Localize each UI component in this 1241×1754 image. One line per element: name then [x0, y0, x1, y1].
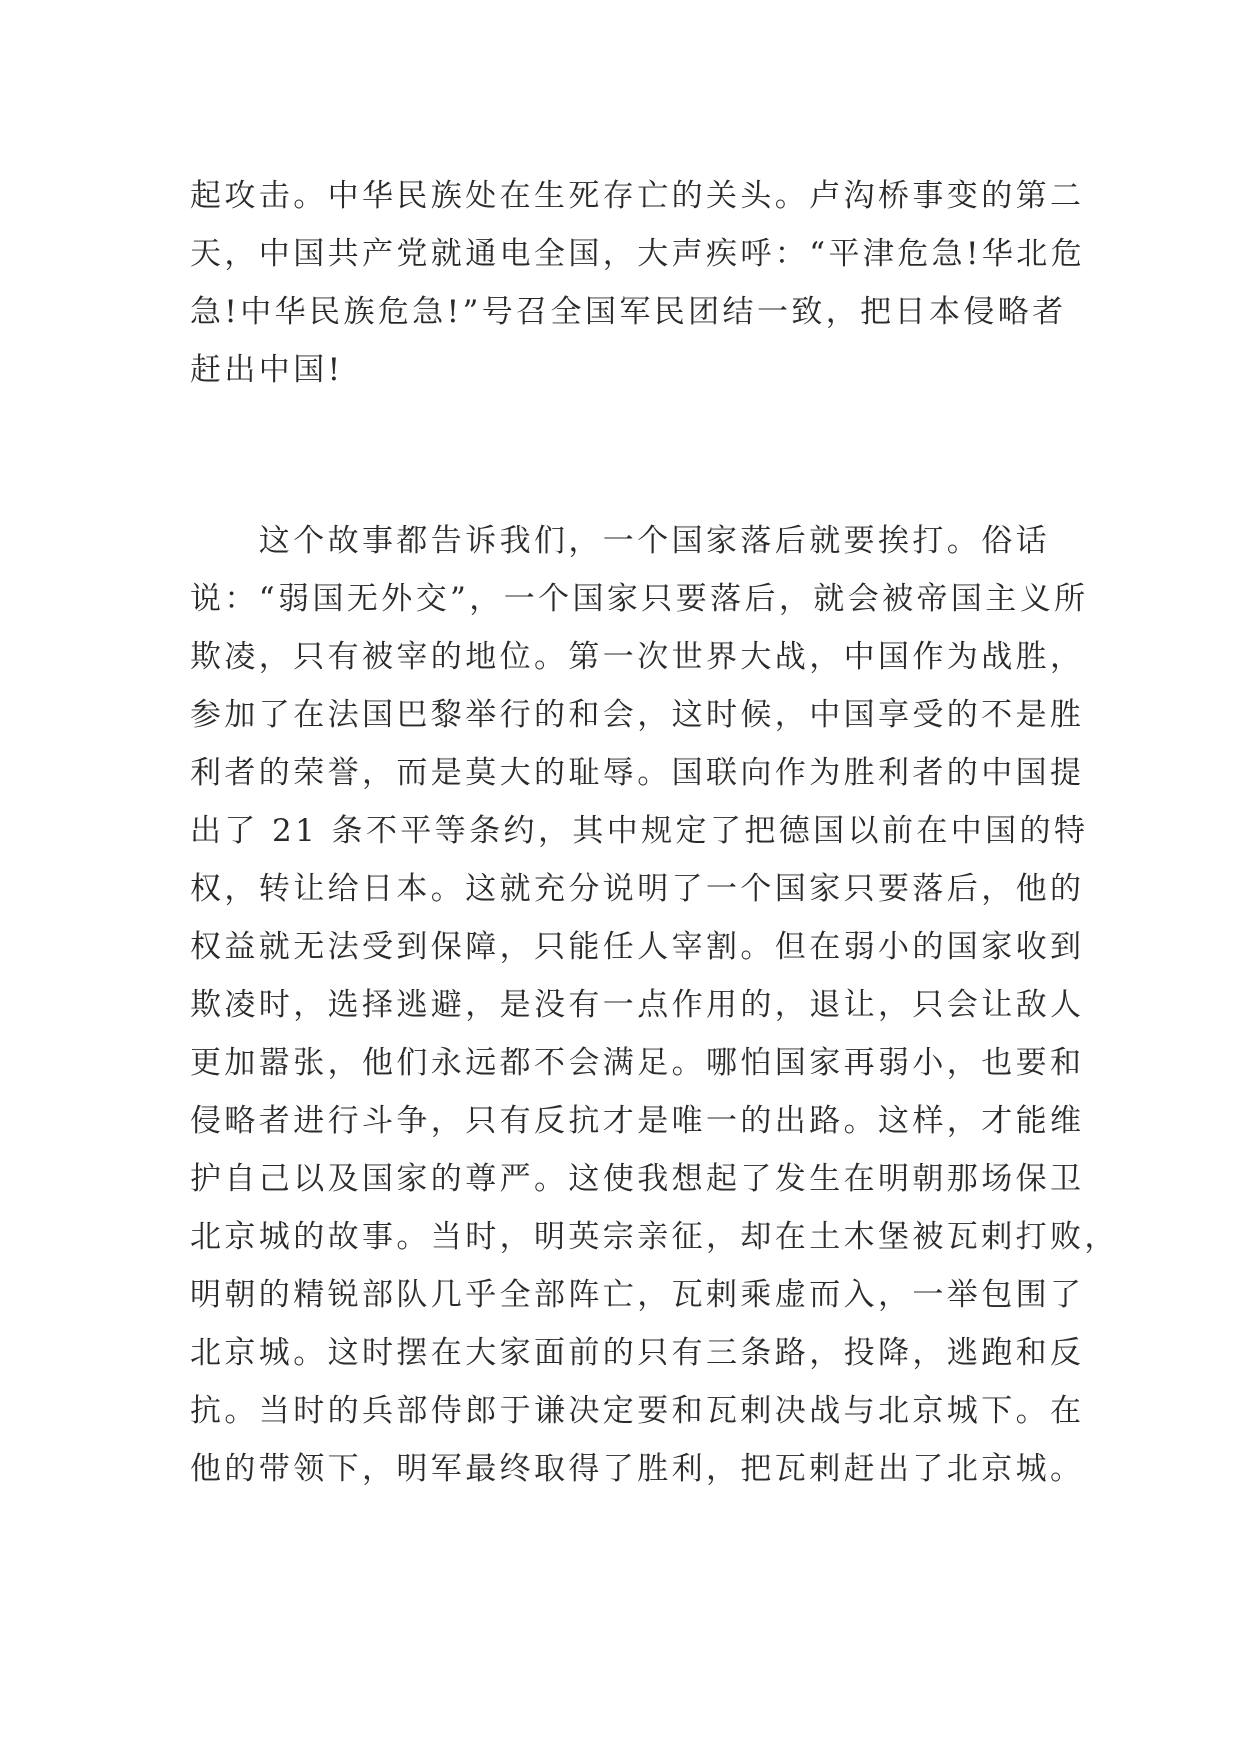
text-line: 权益就无法受到保障，只能任人宰割。但在弱小的国家收到 — [190, 929, 1085, 965]
text-line: 说：“弱国无外交”，一个国家只要落后，就会被帝国主义所 — [190, 581, 1089, 617]
text-line: 急!中华民族危急!”号召全国军民团结一致，把日本侵略者 — [190, 294, 1067, 330]
text-line: 更加嚣张，他们永远都不会满足。哪怕国家再弱小，也要和 — [190, 1045, 1085, 1081]
text-line: 护自己以及国家的尊严。这使我想起了发生在明朝那场保卫 — [190, 1161, 1085, 1197]
text-line: 北京城的故事。当时，明英宗亲征，却在土木堡被瓦剌打败， — [190, 1219, 1119, 1255]
text-line: 欺凌，只有被宰的地位。第一次世界大战，中国作为战胜， — [190, 639, 1085, 675]
text-line: 北京城。这时摆在大家面前的只有三条路，投降，逃跑和反 — [190, 1335, 1085, 1371]
paragraph-2 — [190, 512, 1119, 1498]
paragraph-1 — [190, 167, 1090, 399]
text-line: 天，中国共产党就通电全国，大声疾呼：“平津危急!华北危 — [190, 236, 1086, 272]
text-line: 明朝的精锐部队几乎全部阵亡，瓦剌乘虚而入，一举包围了 — [190, 1277, 1085, 1313]
text-line: 出了 21 条不平等条约，其中规定了把德国以前在中国的特 — [190, 813, 1089, 849]
text-line: 他的带领下，明军最终取得了胜利，把瓦剌赶出了北京城。 — [190, 1451, 1085, 1487]
text-line: 权，转让给日本。这就充分说明了一个国家只要落后，他的 — [190, 871, 1085, 907]
text-line: 抗。当时的兵部侍郎于谦决定要和瓦剌决战与北京城下。在 — [190, 1393, 1085, 1429]
text-line: 侵略者进行斗争，只有反抗才是唯一的出路。这样，才能维 — [190, 1103, 1085, 1139]
text-line: 赶出中国! — [190, 352, 344, 388]
text-line: 起攻击。中华民族处在生死存亡的关头。卢沟桥事变的第二 — [190, 178, 1085, 214]
text-line: 利者的荣誉，而是莫大的耻辱。国联向作为胜利者的中国提 — [190, 755, 1085, 791]
text-line: 欺凌时，选择逃避，是没有一点作用的，退让，只会让敌人 — [190, 987, 1085, 1023]
text-line: 参加了在法国巴黎举行的和会，这时候，中国享受的不是胜 — [190, 697, 1085, 733]
text-line: 这个故事都告诉我们，一个国家落后就要挨打。俗话 — [190, 523, 1050, 559]
